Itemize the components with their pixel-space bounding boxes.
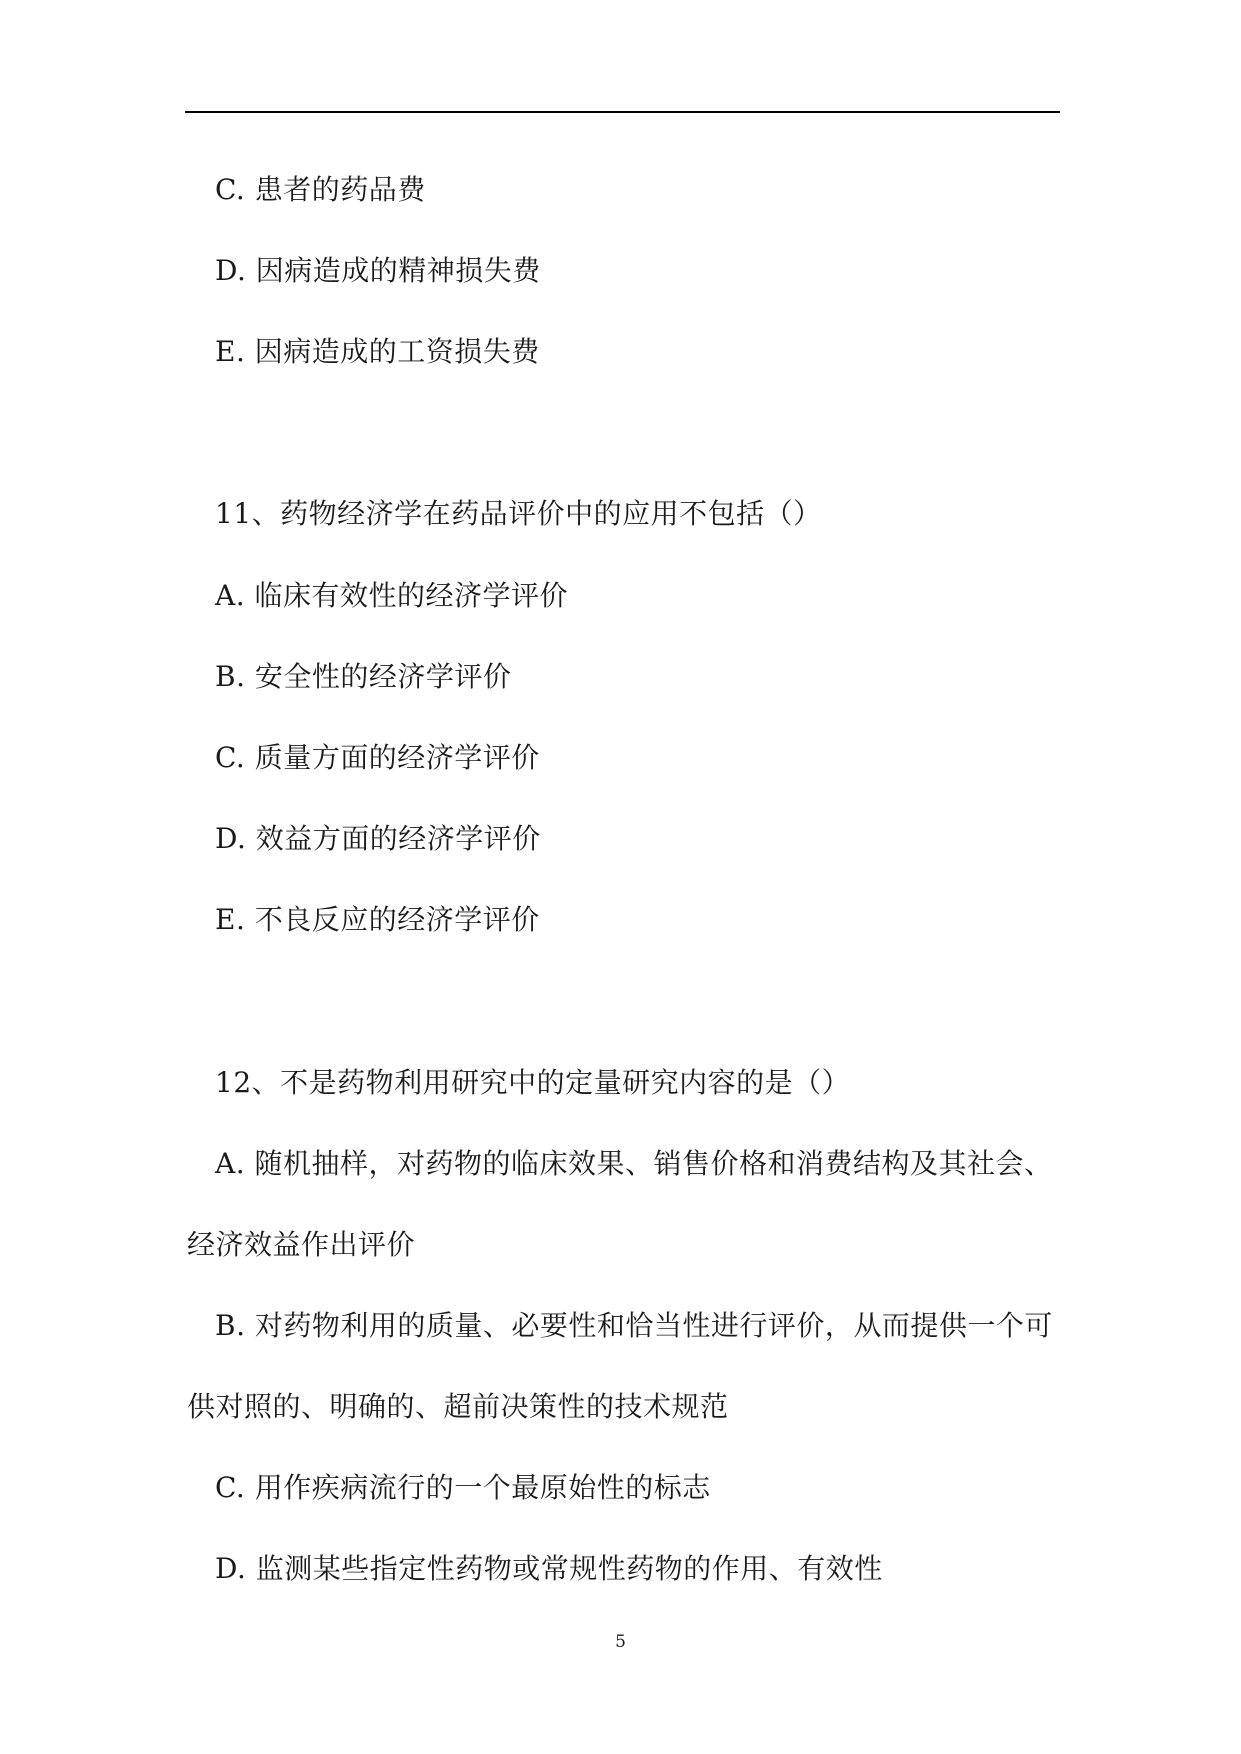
- q11-option-e: E. 不良反应的经济学评价: [215, 903, 540, 936]
- q11-option-d: D. 效益方面的经济学评价: [215, 822, 541, 855]
- q12-option-a-line2: 经济效益作出评价: [187, 1228, 416, 1261]
- q12-option-a-line1: A. 随机抽样，对药物的临床效果、销售价格和消费结构及其社会、: [215, 1147, 1053, 1180]
- header-rule: [185, 111, 1060, 113]
- q12-option-b-line1: B. 对药物利用的质量、必要性和恰当性进行评价，从而提供一个可: [215, 1309, 1053, 1342]
- q12-stem: 12、不是药物利用研究中的定量研究内容的是（）: [215, 1066, 851, 1099]
- q11-option-b: B. 安全性的经济学评价: [215, 660, 512, 693]
- q12-option-d: D. 监测某些指定性药物或常规性药物的作用、有效性: [215, 1552, 883, 1585]
- q11-option-c: C. 质量方面的经济学评价: [215, 741, 540, 774]
- q12-option-b-line2: 供对照的、明确的、超前决策性的技术规范: [187, 1390, 729, 1423]
- q11-stem: 11、药物经济学在药品评价中的应用不包括（）: [215, 497, 822, 530]
- page-number: 5: [615, 1632, 626, 1652]
- q11-option-a: A. 临床有效性的经济学评价: [215, 579, 569, 612]
- q10-option-e: E. 因病造成的工资损失费: [215, 335, 540, 368]
- q12-option-c: C. 用作疾病流行的一个最原始性的标志: [215, 1471, 711, 1504]
- q10-option-c: C. 患者的药品费: [215, 173, 426, 206]
- q10-option-d: D. 因病造成的精神损失费: [215, 254, 541, 287]
